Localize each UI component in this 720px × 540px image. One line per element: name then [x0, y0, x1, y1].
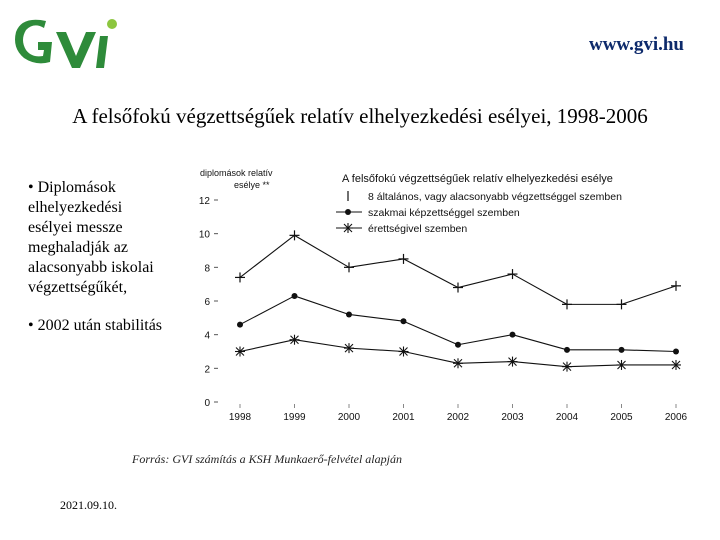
data-point — [290, 335, 300, 345]
slide-title: A felsőfokú végzettségűek relatív elhelyezkedési esélyei, 1998-2006 — [72, 104, 648, 128]
x-tick-label: 2002 — [446, 412, 470, 423]
logo-dot — [107, 19, 117, 29]
x-tick-label: 2003 — [501, 412, 524, 423]
legend-item — [336, 223, 467, 235]
logo-g-shape — [15, 20, 52, 64]
line-chart — [196, 166, 702, 430]
data-point — [562, 362, 572, 372]
x-tick-label: 2001 — [392, 412, 415, 423]
data-point — [237, 322, 243, 328]
chart-title-group — [342, 173, 613, 185]
slide-date: 2021.09.10. — [60, 498, 117, 512]
legend-label: érettségivel szemben — [368, 223, 468, 235]
legend-marker-icon — [343, 223, 353, 233]
data-point — [401, 318, 407, 324]
y-axis-label: diplomások relatív — [200, 168, 273, 178]
bullet-list — [28, 178, 168, 354]
data-point — [399, 347, 409, 357]
series-3 — [235, 335, 681, 372]
data-point — [508, 269, 518, 279]
website-url[interactable]: www.gvi.hu — [588, 34, 684, 55]
legend — [336, 191, 622, 235]
data-point — [564, 347, 570, 353]
legend-item — [336, 207, 520, 219]
data-point — [671, 281, 681, 291]
data-point — [290, 230, 300, 240]
y-tick-label: 4 — [204, 330, 210, 342]
logo-v-shape — [56, 32, 96, 68]
data-point — [344, 262, 354, 272]
series-group — [235, 230, 681, 371]
x-tick-label: 1999 — [283, 412, 306, 423]
chart-title: A felsőfokú végzettségűek relatív elhelyezkedési esélye — [342, 173, 613, 185]
legend-item — [348, 191, 622, 203]
x-tick-label: 2006 — [664, 412, 688, 423]
legend-label: szakmai képzettséggel szemben — [368, 207, 520, 219]
y-axis-label: esélye ** — [234, 180, 270, 190]
legend-marker-icon — [345, 209, 351, 215]
data-point — [617, 360, 627, 370]
data-point — [399, 254, 409, 264]
source-note: Forrás: GVI számítás a KSH Munkaerő-felvétel alapján — [132, 452, 402, 466]
y-tick-label: 6 — [204, 297, 210, 308]
x-tick-label: 2000 — [337, 412, 361, 423]
data-point — [671, 360, 681, 370]
series-1 — [235, 230, 681, 309]
y-tick-label: 12 — [198, 196, 210, 207]
legend-label: 8 általános, vagy alacsonyabb végzettséggel szemben — [368, 191, 622, 203]
gvi-logo — [8, 12, 126, 74]
y-tick-label: 0 — [204, 398, 210, 409]
data-point — [617, 299, 627, 309]
data-point — [455, 342, 461, 348]
data-point — [562, 299, 572, 309]
data-point — [673, 349, 679, 355]
data-point — [508, 357, 518, 367]
series-line — [240, 235, 676, 304]
data-point — [453, 283, 463, 293]
data-point — [346, 311, 352, 317]
bullet-item: • 2002 után stabilitás — [28, 317, 163, 334]
x-tick-label: 1998 — [228, 412, 252, 423]
x-tick-label: 2004 — [555, 412, 579, 423]
data-point — [510, 332, 516, 338]
data-point — [235, 347, 245, 357]
y-tick-label: 2 — [204, 364, 210, 376]
data-point — [235, 272, 245, 282]
y-tick-label: 10 — [198, 229, 210, 241]
x-tick-label: 2005 — [610, 412, 633, 423]
y-tick-label: 8 — [204, 263, 210, 275]
y-axis-label-group — [200, 168, 273, 190]
data-point — [619, 347, 625, 353]
data-point — [344, 343, 354, 353]
logo-i-stroke — [96, 36, 108, 68]
bullet-item: • Diplomások elhelyezkedési esélyei messze meghaladják az alacsonyabb iskolai végzettségűkét, — [28, 179, 154, 296]
data-point — [292, 293, 298, 299]
data-point — [453, 358, 463, 368]
series-2 — [237, 293, 679, 355]
